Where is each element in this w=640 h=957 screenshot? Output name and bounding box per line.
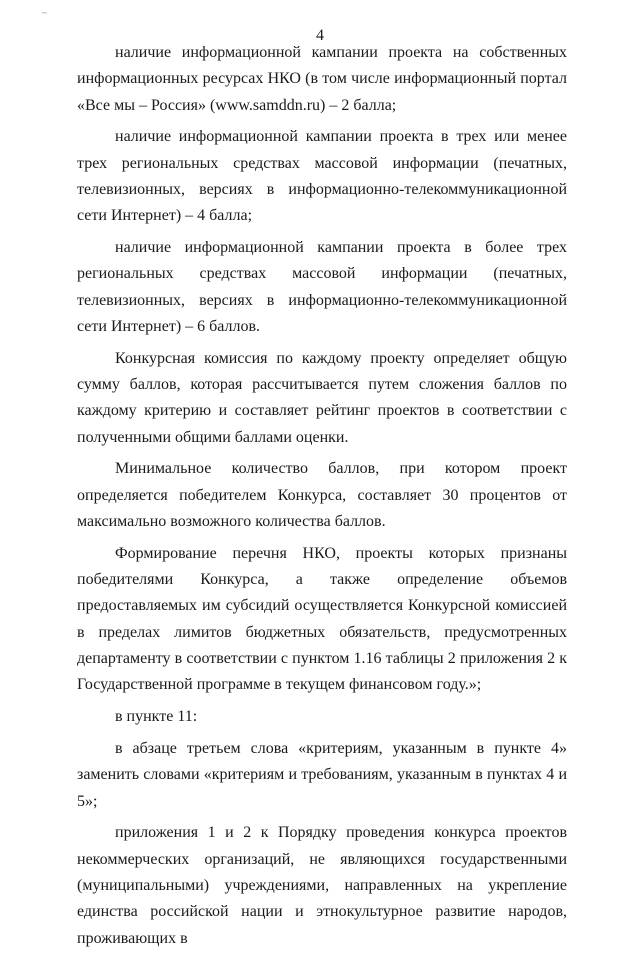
paragraph-appendices: приложения 1 и 2 к Порядку проведения конкурса проектов некоммерческих организаций, не являющихся государственными (муниципальными) учреждениями, направленных на укрепление единства российской нации и этнокультурное развитие народов, проживающих в [77, 824, 567, 947]
paragraph-points-6: наличие информационной кампании проекта в более трех региональных средствах массовой информации (печатных, телевизионных, версиях в информационно-телекоммуникационной сети Интернет) – 6 баллов. [77, 239, 567, 335]
paragraph-commission-scoring: Конкурсная комиссия по каждому проекту определяет общую сумму баллов, которая рассчитывается путем сложения баллов по каждому критерию и составляет рейтинг проектов в соответствии с полученными общими баллами оценки. [77, 349, 567, 446]
paragraph-minimum-score: Минимальное количество баллов, при котором проект определяется победителем Конкурса, составляет 30 процентов от максимально возможного количества баллов. [77, 460, 567, 531]
paragraph-replace-words: в абзаце третьем слова «критериям, указанным в пункте 4» заменить словами «критериям и требованиям, указанным в пунктах 4 и 5»; [77, 739, 567, 810]
paragraph-point-11: в пункте 11: [115, 708, 198, 726]
paragraph-points-4: наличие информационной кампании проекта в трех или менее трех региональных средствах массовой информации (печатных, телевизионных, версиях в информационно-телекоммуникационной сети Интернет) – 4 балла; [77, 128, 567, 225]
document-body [77, 40, 567, 957]
page-number: 4 [316, 27, 324, 44]
scan-corner-mark: ~ [42, 8, 47, 18]
paragraph-points-2: наличие информационной кампании проекта на собственных информационных ресурсах НКО (в том числе информационный портал «Все мы – Россия» (www.samddn.ru) – 2 балла; [77, 44, 567, 114]
paragraph-winners-list: Формирование перечня НКО, проекты которых признаны победителями Конкурса, а также определение объемов предоставляемых им субсидий осуществляется Конкурсной комиссией в пределах лимитов бюджетных обязательств, предусмотренных департаменту в соответствии с пунктом 1.16 таблицы 2 приложения 2 к Государственной программе в текущем финансовом году.»; [77, 544, 567, 694]
